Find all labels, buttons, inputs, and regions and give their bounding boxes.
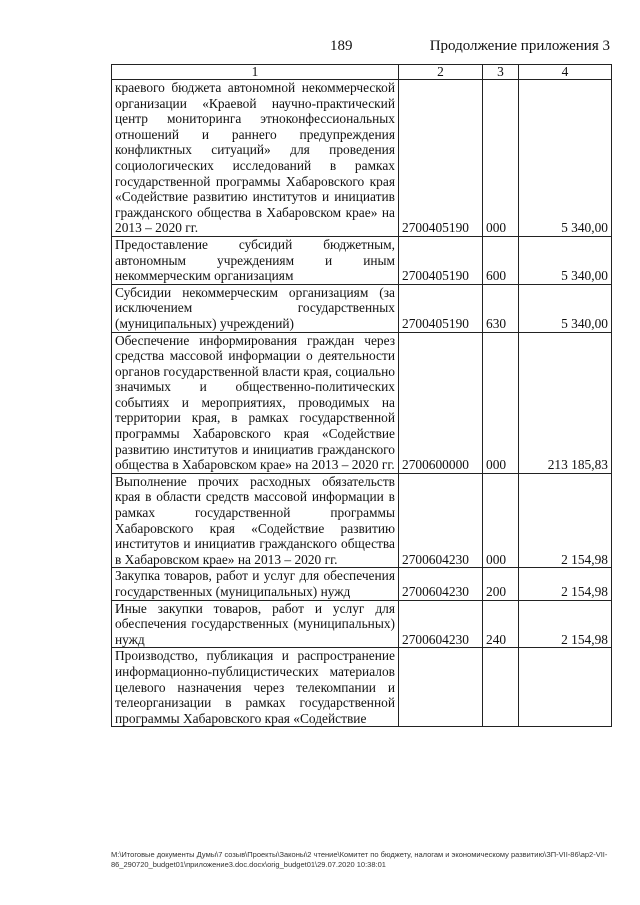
row-code: 2700405190 [399,236,483,284]
column-header-code: 2 [399,65,483,80]
row-amount: 5 340,00 [519,80,612,237]
table-row [112,80,612,237]
row-code: 2700405190 [399,284,483,332]
row-type: 200 [483,568,519,600]
row-type [483,648,519,727]
row-code: 2700604230 [399,473,483,568]
row-amount [519,648,612,727]
row-amount: 5 340,00 [519,284,612,332]
row-amount: 2 154,98 [519,568,612,600]
row-type: 000 [483,80,519,237]
row-name: Иные закупки товаров, работ и услуг для обеспечения государственных (муниципальных) нужд [112,600,399,648]
table-row [112,648,612,727]
row-amount: 2 154,98 [519,600,612,648]
row-name: Обеспечение информирования граждан через средства массовой информации о деятельности органов государственной власти края, социально значимых и общественно-политических событиях и мероприятиях, проводимых на территории края, в рамках государственной программы Хабаровского края «Содействие развитию институтов и инициатив гражданского общества в Хабаровском крае» на 2013 – 2020 гг. [112,332,399,473]
row-amount: 5 340,00 [519,236,612,284]
table-row [112,600,612,648]
row-name: Предоставление субсидий бюджетным, автономным учреждениям и иным некоммерческим организациям [112,236,399,284]
row-amount: 2 154,98 [519,473,612,568]
row-code: 2700405190 [399,80,483,237]
row-name: Выполнение прочих расходных обязательств края в области средств массовой информации в рамках государственной программы Хабаровского края «Содействие развитию институтов и инициатив гражданского общества в Хабаровском крае» на 2013 – 2020 гг. [112,473,399,568]
row-code: 2700604230 [399,568,483,600]
table-row [112,568,612,600]
page-number: 189 [330,38,353,54]
table-header-row [112,65,612,80]
column-header-name: 1 [112,65,399,80]
row-type: 000 [483,332,519,473]
row-amount: 213 185,83 [519,332,612,473]
row-name: краевого бюджета автономной некоммерческой организации «Краевой научно-практический центр мониторинга этноконфессиональных отношений и раннего предупреждения конфликтных ситуаций» для проведения социологических исследований в рамках государственной программы Хабаровского края «Содействие развитию институтов и инициатив гражданского общества в Хабаровском крае» на 2013 – 2020 гг. [112,80,399,237]
row-type: 630 [483,284,519,332]
appendix-continuation-note: Продолжение приложения 3 [429,38,610,54]
column-header-type: 3 [483,65,519,80]
budget-table [111,64,612,727]
table-row [112,473,612,568]
row-name: Производство, публикация и распространение информационно-публицистических материалов целевого назначения через телекомпании и телеорганизации в рамках государственной программы Хабаровского края «Содействие [112,648,399,727]
row-type: 240 [483,600,519,648]
row-type: 000 [483,473,519,568]
row-code: 2700604230 [399,600,483,648]
row-name: Субсидии некоммерческим организациям (за исключением государственных (муниципальных) учреждений) [112,284,399,332]
column-header-amount: 4 [519,65,612,80]
table-row [112,332,612,473]
document-path-footer: M:\Итоговые документы Думы\7 созыв\Проекты\Законы\2 чтение\Комитет по бюджету, налогам и экономическому развитию\ЗП-VII-86\ap2-VII-86_290720_budget01\приложение3.doc.docx\orig_budget01\29.07.2020 10:38:01 [111,850,608,869]
row-type: 600 [483,236,519,284]
row-code [399,648,483,727]
table-row [112,284,612,332]
row-code: 2700600000 [399,332,483,473]
table-row [112,236,612,284]
row-name: Закупка товаров, работ и услуг для обеспечения государственных (муниципальных) нужд [112,568,399,600]
